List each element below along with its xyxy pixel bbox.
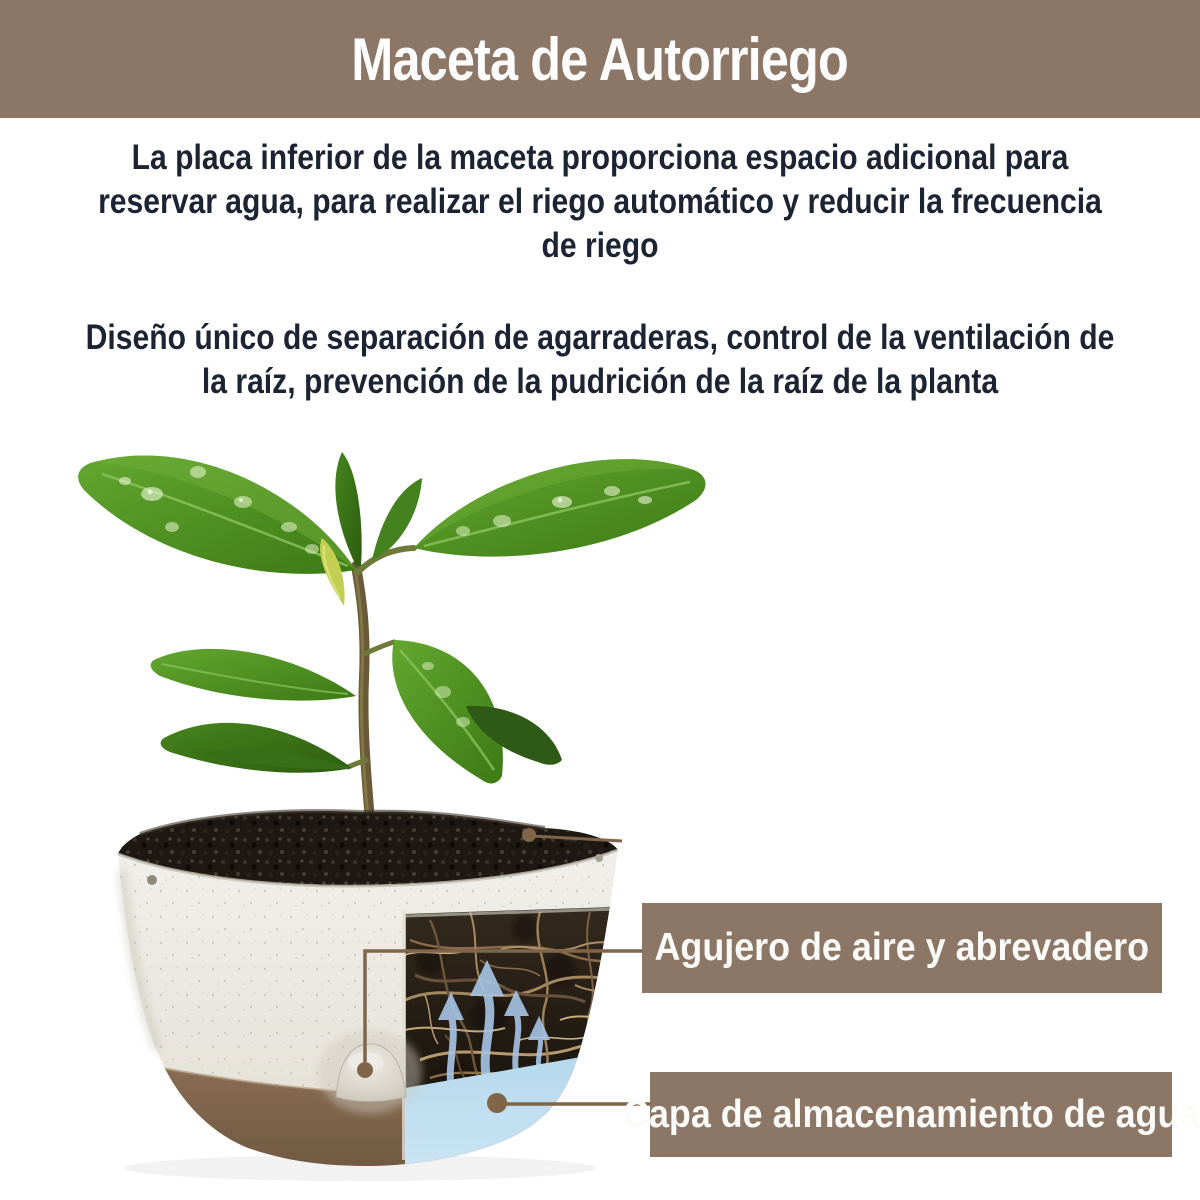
leaf — [78, 456, 356, 574]
leaf — [151, 649, 356, 701]
leaf — [161, 723, 352, 773]
callout-water-layer-label: Capa de almacenamiento de agua — [622, 1092, 1200, 1136]
page-title: Maceta de Autorriego — [351, 25, 849, 93]
callout-water-layer — [622, 1072, 1200, 1157]
callout-air-hole-label: Agujero de aire y abrevadero — [654, 926, 1150, 969]
plant — [78, 452, 705, 832]
design-line: la raíz, prevención de la pudrición de la raíz de la planta — [201, 362, 999, 401]
leaf — [320, 452, 422, 606]
intro-line: reservar agua, para realizar el riego automático y reducir la frecuencia — [98, 182, 1102, 221]
intro-line: de riego — [541, 226, 659, 265]
callout-air-hole — [642, 903, 1162, 993]
design-line: Diseño único de separación de agarraderas, control de la ventilación de — [85, 318, 1115, 357]
rim-hole — [147, 875, 157, 885]
intro-line: La placa inferior de la maceta proporciona espacio adicional para — [131, 138, 1069, 177]
rim-hole — [595, 854, 603, 862]
